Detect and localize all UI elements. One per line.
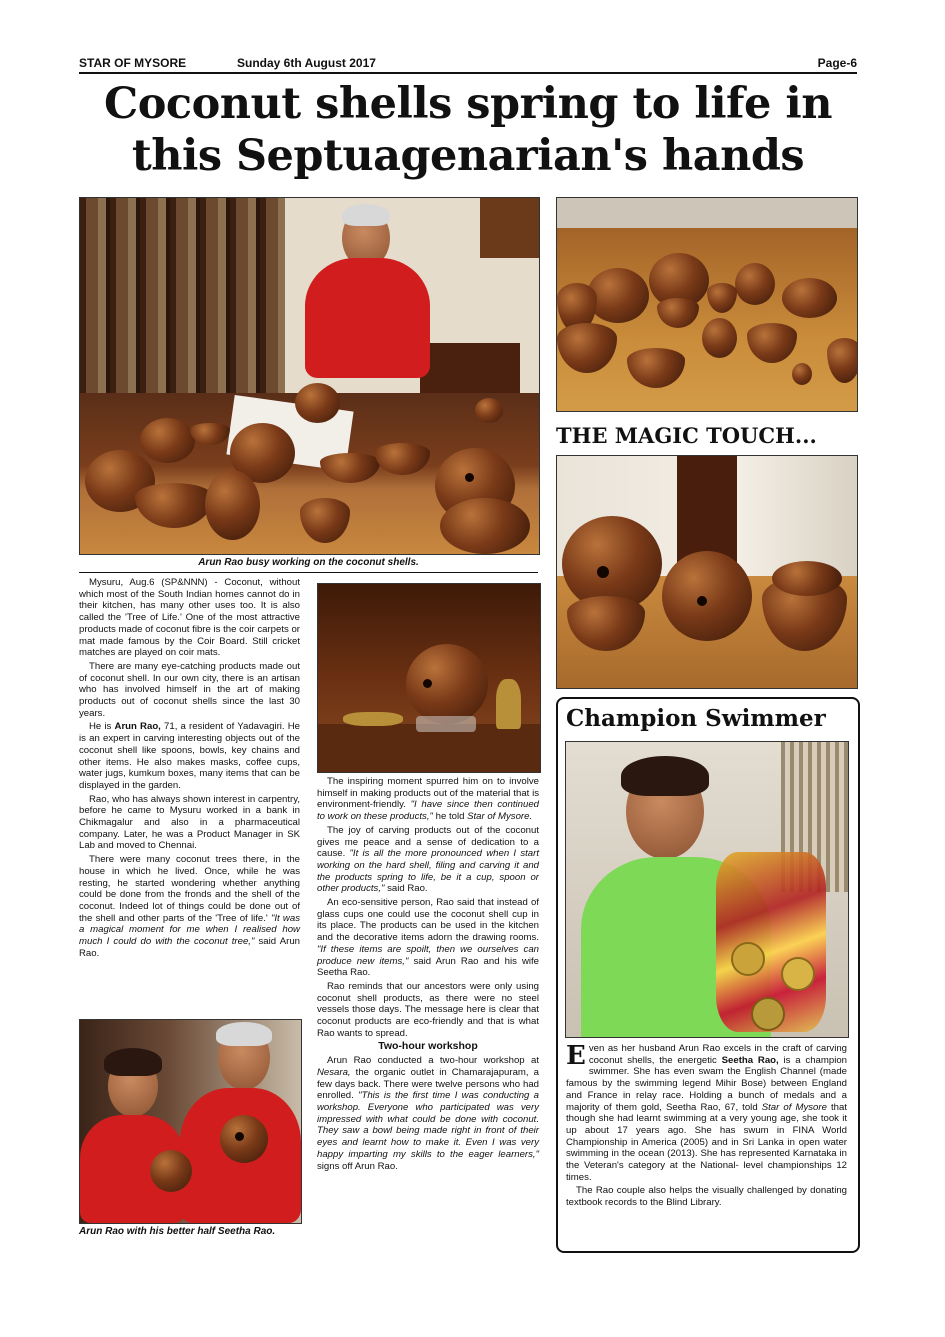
seetha-rao-medals-photo	[565, 741, 849, 1038]
couple-photo	[79, 1019, 302, 1224]
newspaper-name: STAR OF MYSORE	[79, 56, 187, 70]
shell-on-shelf-photo	[317, 583, 541, 773]
coconut-products-photo	[556, 197, 858, 412]
issue-date: Sunday 6th August 2017	[237, 56, 376, 70]
header-rule	[79, 72, 857, 74]
col1-paragraph-3: He is Arun Rao, 71, a resident of Yadavagiri. He is an expert in carving interesting objects out of the coconut shell like spoons, bowls, key chains and other items. He also makes masks, coffee cups, water jugs, kumkum boxes, many items that can be displayed in the garden.	[79, 721, 300, 791]
main-photo-caption: Arun Rao busy working on the coconut shells.	[198, 557, 419, 568]
col2-paragraph-2: The joy of carving products out of the coconut gives me peace and a sense of dedication to a cause. "It is all the more pronounced when I start working on the hard shell, filing and carving it and the products spring to life, be it a cup, spoon or other products," said Rao.	[317, 824, 539, 895]
caption-rule	[79, 572, 538, 573]
sidebar-text: Even as her husband Arun Rao excels in the craft of carving coconut shells, the energetic Seetha Rao, is a champion swimmer. She has even swam the English Channel (made famous by the swimming legend Mihir Bose) between England and France in relay race. Holding a bunch of medals and a majority of them gold, Seetha Rao, 67, told Star of Mysore that though she had learnt swimming at a very young age, she took it up about 17 years ago. She has swum in FINA World Championship in America (2005) and in Sri Lanka in open water swimming in the ocean (2013). She has represented Karnataka in the Veteran's category at the National- level championships 12 times. The Rao couple also helps the visually challenged by donating textbook records to the Blind Library.	[566, 1041, 847, 1209]
headline-line-1: Coconut shells spring to life in	[104, 79, 832, 129]
col2-paragraph-3: An eco-sensitive person, Rao said that instead of glass cups one could use the coconut shell cup in its place. The products can be used in the kitchen and the decorative items adorn the drawing rooms. "If these items are spoilt, then we ourselves can produce new items," said Arun Rao and his wife Seetha Rao.	[317, 897, 540, 979]
subheading-workshop: Two-hour workshop	[378, 1040, 478, 1053]
col1-paragraph-5: There were many coconut trees there, in the house in which he lived. Once, while he was resting, he started wondering whether anything could be done from the fronds and the shell of the coconut. Indeed lot of things could be done out of the shell and other parts of the 'Tree of life.' "It was a magical moment for me when I realised how much I could do with the coconut tree," said Arun Rao.	[79, 854, 300, 959]
sidebar-title: Champion Swimmer	[566, 705, 826, 732]
dropcap: E	[566, 1041, 586, 1071]
article-column-2	[317, 776, 539, 1174]
headline-line-2: this Septuagenarian's hands	[131, 131, 805, 181]
sidebar-paragraph-2: The Rao couple also helps the visually challenged by donating textbook records to the Blind Library.	[566, 1185, 847, 1209]
couple-photo-caption: Arun Rao with his better half Seetha Rao.	[79, 1226, 276, 1237]
main-photo	[79, 197, 540, 555]
article-column-1	[79, 577, 300, 962]
page-number: Page-6	[817, 56, 857, 70]
col2-paragraph-4: Rao reminds that our ancestors were only using coconut shell products, as there were no steel vessels those days. The message here is clear that coconut products are eco-friendly and that is what Rao wants to spread.	[317, 980, 539, 1039]
col2-paragraph-5: Arun Rao conducted a two-hour workshop at Nesara, the organic outlet in Chamarajapuram, a few days back. There were twelve persons who had enrolled. "This is the first time I was conducting a workshop. Everyone who participated was very impressed with what could be done with coconut. They saw a bowl being made right in front of their eyes and learnt how to make it. Even I was very happy imparting my skills to the eager learners," signs off Arun Rao.	[317, 1055, 539, 1172]
carved-shells-closeup-photo	[556, 455, 858, 689]
col1-paragraph-1: Mysuru, Aug.6 (SP&NNN) - Coconut, without which most of the South Indian homes cannot do in their kitchen, has many other uses too. It is also called the 'Tree of Life.' One of the most attractive products made of coconut fibre is the coir carpets or mat made famous by the Coir Board. Still cricket matches are played on coir mats.	[79, 577, 300, 659]
headline	[79, 78, 857, 182]
col1-paragraph-4: Rao, who has always shown interest in carpentry, before he came to Mysuru worked in a bank in Chikmagalur and also in a pharmaceutical company. Later, he was a Product Manager in SK Lab and moved to Chennai.	[79, 793, 300, 852]
col2-paragraph-1: The inspiring moment spurred him on to involve himself in making products out of the material that is environment-friendly. "I have since then continued to work on these products," he told Star of Mysore.	[317, 776, 539, 823]
col1-paragraph-2: There are many eye-catching products made out of coconut shell. In our own city, there is an artisan who has involved himself in the art of making products out of coconut shells since the last 30 years.	[79, 660, 300, 719]
magic-touch-caption: THE MAGIC TOUCH...	[556, 423, 817, 448]
